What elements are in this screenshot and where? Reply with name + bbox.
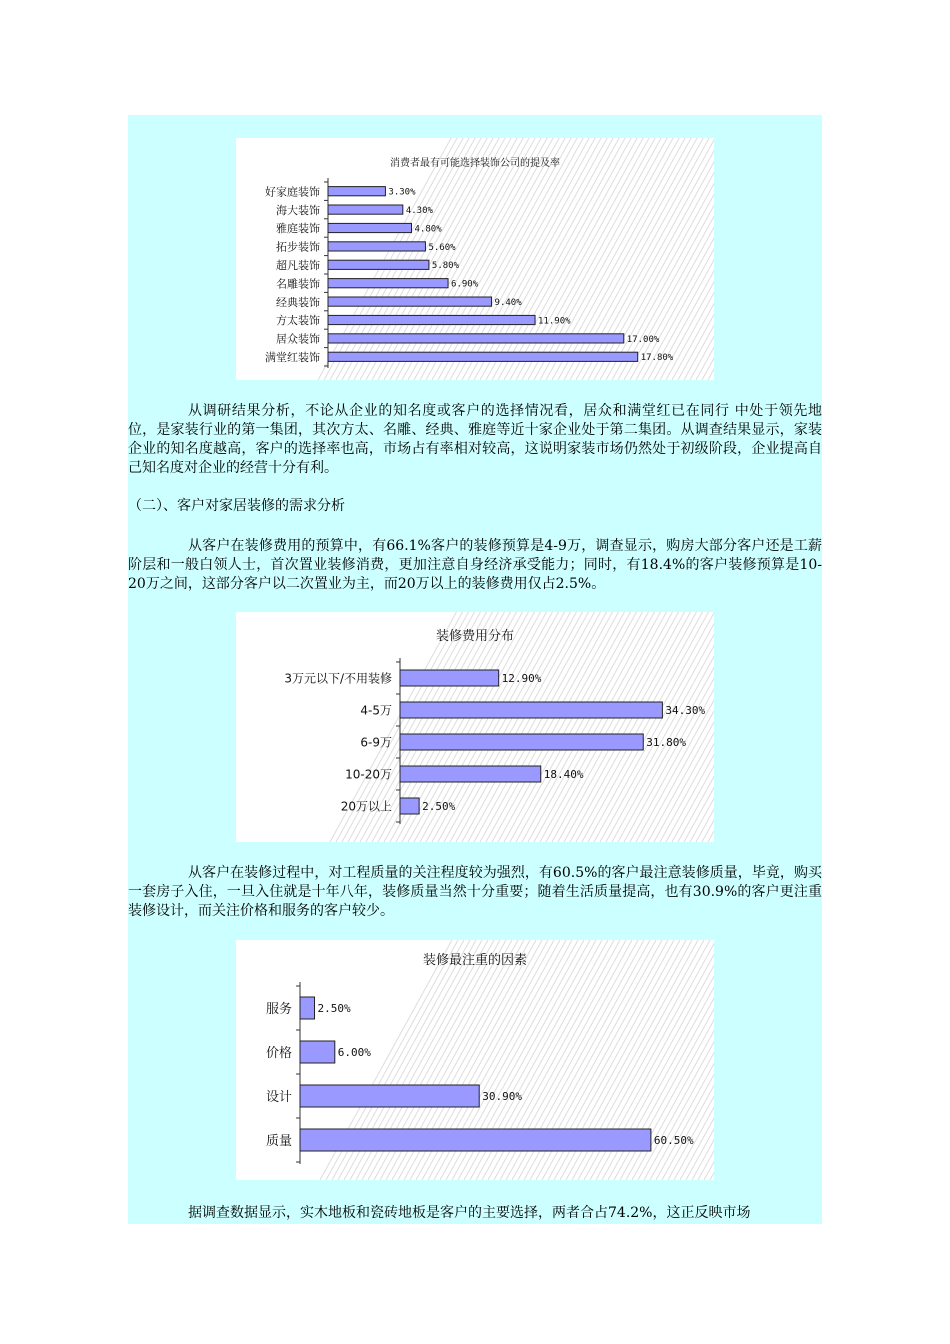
- chart-company-mention-rate: [236, 138, 714, 380]
- chart-value-label: 34.30%: [665, 704, 706, 718]
- chart-category-label: 居众装饰: [276, 332, 320, 346]
- chart-value-label: 17.00%: [626, 334, 660, 345]
- chart-value-label: 2.50%: [317, 1002, 351, 1016]
- chart-title: 装修最注重的因素: [422, 953, 528, 968]
- chart-bar: [400, 798, 419, 814]
- chart-bar: [328, 352, 638, 361]
- chart-value-label: 5.60%: [428, 242, 456, 253]
- chart-category-label: 设计: [265, 1089, 292, 1105]
- chart-value-label: 31.80%: [646, 736, 687, 750]
- chart-value-label: 6.90%: [451, 279, 479, 290]
- chart-value-label: 5.80%: [431, 261, 460, 272]
- chart-title: 消费者最有可能选择装饰公司的提及率: [390, 158, 560, 169]
- chart-value-label: 4.30%: [405, 206, 433, 217]
- chart-value-label: 2.50%: [422, 800, 456, 814]
- chart-bar: [328, 334, 624, 343]
- paragraph-flooring: 据调查数据显示，实木地板和瓷砖地板是客户的主要选择，两者合占74.2%，这正反映市场: [188, 1205, 751, 1221]
- chart-bar: [328, 205, 403, 214]
- chart-category-label: 方太装饰: [276, 314, 320, 328]
- chart-key-factors: [236, 940, 714, 1180]
- chart-bar: [328, 187, 385, 196]
- chart-category-label: 经典装饰: [276, 295, 320, 309]
- chart-bar: [400, 670, 499, 686]
- chart-category-label: 雅庭装饰: [276, 222, 320, 236]
- chart-category-label: 6-9万: [360, 735, 392, 750]
- chart-title: 装修费用分布: [435, 629, 515, 644]
- chart-bar: [400, 734, 643, 750]
- chart-svg: [236, 940, 714, 1180]
- chart-bar: [300, 997, 315, 1019]
- chart-value-label: 30.90%: [482, 1090, 522, 1104]
- chart-bar: [328, 279, 448, 288]
- section-heading-demand: （二）、客户对家居装修的需求分析: [128, 498, 345, 514]
- chart-bar: [300, 1129, 651, 1151]
- chart-category-label: 价格: [265, 1045, 292, 1061]
- chart-bar: [328, 223, 412, 232]
- paragraph-budget: 从客户在装修费用的预算中，有66.1%客户的装修预算是4-9万，调查显示，购房大部分客户还是工薪阶层和一般白领人士，首次置业装修消费，更加注意自身经济承受能力；同时，有18.4%的客户装修预算是10-20万之间，这部分客户以二次置业为主，而20万以上的装修费用仅占2.5%。: [128, 538, 822, 592]
- chart-value-label: 4.80%: [414, 224, 442, 235]
- paragraph-analysis: 从调研结果分析，不论从企业的知名度或客户的选择情况看，居众和满堂红已在同行 中处于领先地位，是家装行业的第一集团，其次方太、名雕、经典、雅庭等近十家企业处于第二集团。从调查结果显示，家装企业的知名度越高，客户的选择率也高，市场占有率相对较高，这说明家装市场仍然处于初级阶段，企业提高自己知名度对企业的经营十分有利。: [128, 403, 822, 476]
- chart-bar: [400, 702, 662, 718]
- chart-bar: [328, 297, 492, 306]
- chart-value-label: 17.80%: [640, 353, 674, 364]
- chart-category-label: 满堂红装饰: [265, 350, 320, 364]
- chart-bar: [300, 1085, 479, 1107]
- chart-bar: [328, 260, 429, 269]
- chart-category-label: 3万元以下/不用装修: [284, 671, 392, 686]
- chart-svg: [236, 612, 714, 842]
- chart-category-label: 海大装饰: [276, 203, 320, 217]
- chart-category-label: 拓步装饰: [276, 240, 320, 254]
- chart-category-label: 质量: [265, 1133, 292, 1149]
- chart-category-label: 服务: [265, 1001, 292, 1017]
- chart-category-label: 10-20万: [345, 767, 392, 782]
- chart-cost-distribution: [236, 612, 714, 842]
- chart-svg: [236, 138, 714, 380]
- chart-category-label: 好家庭装饰: [265, 185, 320, 199]
- chart-category-label: 4-5万: [360, 703, 392, 718]
- paragraph-quality: 从客户在装修过程中，对工程质量的关注程度较为强烈，有60.5%的客户最注意装修质量，毕竟，购买一套房子入住，一旦入住就是十年八年，装修质量当然十分重要；随着生活质量提高，也有30.9%的客户更注重装修设计，而关注价格和服务的客户较少。: [128, 865, 822, 919]
- chart-bar: [328, 242, 425, 251]
- chart-value-label: 60.50%: [653, 1134, 694, 1148]
- chart-value-label: 18.40%: [543, 768, 584, 782]
- chart-bar: [300, 1041, 335, 1063]
- chart-value-label: 12.90%: [501, 672, 542, 686]
- chart-value-label: 9.40%: [494, 298, 522, 309]
- chart-category-label: 名雕装饰: [276, 277, 320, 291]
- chart-bar: [328, 315, 535, 324]
- chart-value-label: 3.30%: [388, 187, 416, 198]
- chart-value-label: 11.90%: [538, 316, 571, 327]
- chart-value-label: 6.00%: [337, 1046, 371, 1060]
- chart-category-label: 20万以上: [340, 799, 392, 814]
- chart-category-label: 超凡装饰: [276, 258, 320, 272]
- chart-bar: [400, 766, 541, 782]
